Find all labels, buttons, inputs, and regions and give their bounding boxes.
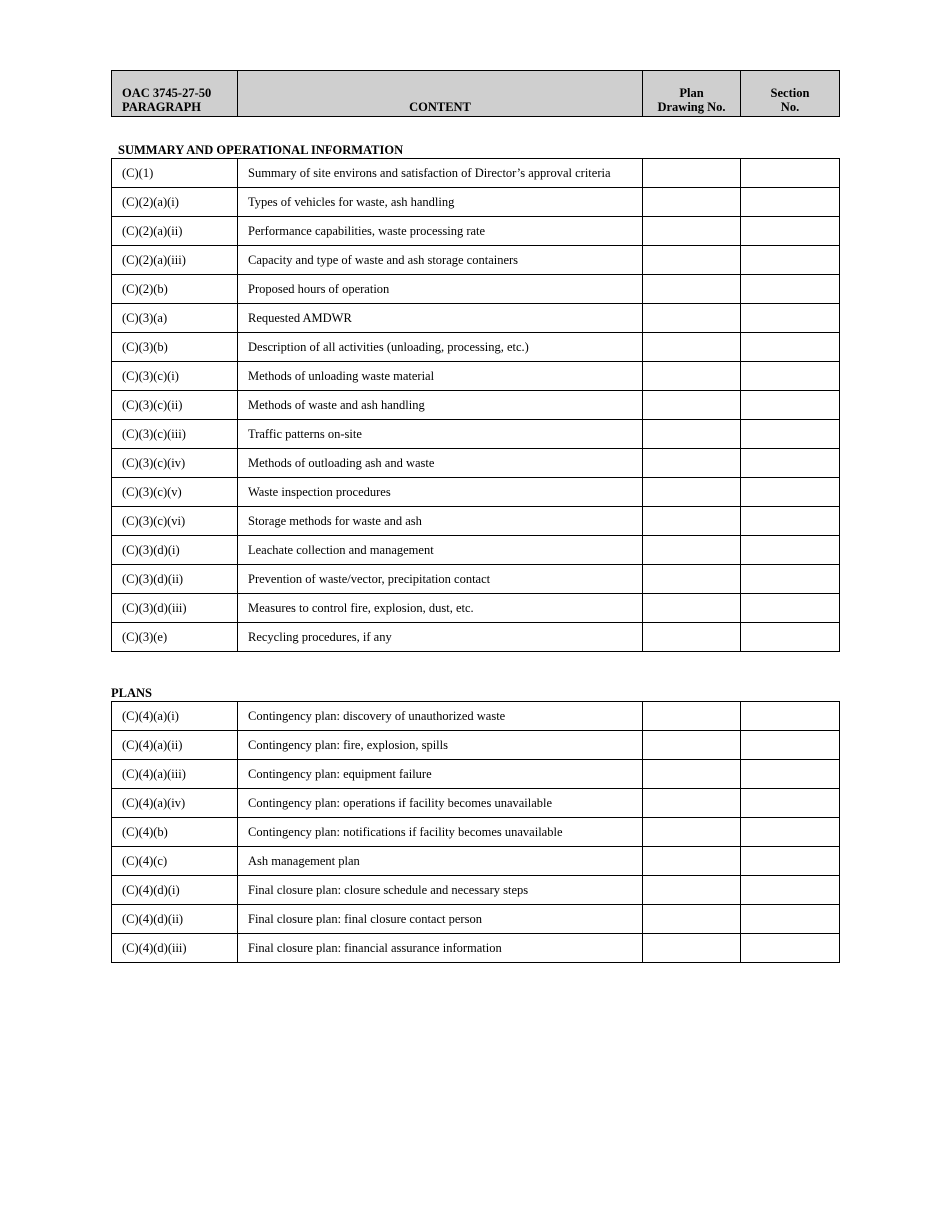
section-number-cell[interactable] <box>741 362 840 391</box>
plan-drawing-cell[interactable] <box>643 449 741 478</box>
header-section-line1: Section <box>770 86 810 100</box>
paragraph-cell: (C)(3)(e) <box>112 623 238 652</box>
section-number-cell[interactable] <box>741 391 840 420</box>
table-row <box>112 789 840 818</box>
header-paragraph-line2: PARAGRAPH <box>122 100 201 114</box>
section-number-cell[interactable] <box>741 478 840 507</box>
plan-drawing-cell[interactable] <box>643 818 741 847</box>
header-paragraph-line1: OAC 3745-27-50 <box>122 86 212 100</box>
table-row <box>112 333 840 362</box>
header-table <box>111 70 840 117</box>
section-number-cell[interactable] <box>741 304 840 333</box>
paragraph-cell: (C)(3)(c)(iii) <box>112 420 238 449</box>
paragraph-cell: (C)(4)(a)(ii) <box>112 731 238 760</box>
paragraph-cell: (C)(4)(a)(iv) <box>112 789 238 818</box>
section-number-cell[interactable] <box>741 217 840 246</box>
paragraph-cell: (C)(3)(c)(ii) <box>112 391 238 420</box>
content-cell: Prevention of waste/vector, precipitation contact <box>238 565 643 594</box>
header-content-label: CONTENT <box>409 100 471 114</box>
section-number-cell[interactable] <box>741 449 840 478</box>
content-cell: Methods of waste and ash handling <box>238 391 643 420</box>
table-row <box>112 246 840 275</box>
content-cell: Traffic patterns on-site <box>238 420 643 449</box>
table-row <box>112 565 840 594</box>
section-number-cell[interactable] <box>741 847 840 876</box>
table-row <box>112 934 840 963</box>
plan-drawing-cell[interactable] <box>643 934 741 963</box>
header-paragraph-cell <box>112 71 238 117</box>
paragraph-cell: (C)(2)(a)(ii) <box>112 217 238 246</box>
section-number-cell[interactable] <box>741 420 840 449</box>
content-cell: Contingency plan: discovery of unauthorized waste <box>238 702 643 731</box>
table-row <box>112 478 840 507</box>
plan-drawing-cell[interactable] <box>643 876 741 905</box>
plan-drawing-cell[interactable] <box>643 362 741 391</box>
plan-drawing-cell[interactable] <box>643 159 741 188</box>
section-number-cell[interactable] <box>741 731 840 760</box>
table-row <box>112 536 840 565</box>
header-plan-line1: Plan <box>679 86 704 100</box>
content-cell: Types of vehicles for waste, ash handling <box>238 188 643 217</box>
plan-drawing-cell[interactable] <box>643 702 741 731</box>
plan-drawing-cell[interactable] <box>643 760 741 789</box>
content-cell: Requested AMDWR <box>238 304 643 333</box>
plan-drawing-cell[interactable] <box>643 847 741 876</box>
table-row <box>112 391 840 420</box>
summary-table <box>111 158 840 652</box>
table-row <box>112 905 840 934</box>
content-cell: Waste inspection procedures <box>238 478 643 507</box>
table-row <box>112 362 840 391</box>
content-cell: Contingency plan: fire, explosion, spills <box>238 731 643 760</box>
paragraph-cell: (C)(3)(c)(i) <box>112 362 238 391</box>
table-row <box>112 702 840 731</box>
table-row <box>112 304 840 333</box>
content-cell: Ash management plan <box>238 847 643 876</box>
plans-table-body <box>112 702 840 963</box>
header-plan-line2: Drawing No. <box>657 100 726 114</box>
plan-drawing-cell[interactable] <box>643 420 741 449</box>
paragraph-cell: (C)(4)(d)(ii) <box>112 905 238 934</box>
summary-section-title: SUMMARY AND OPERATIONAL INFORMATION <box>118 143 404 157</box>
paragraph-cell: (C)(4)(a)(iii) <box>112 760 238 789</box>
content-cell: Leachate collection and management <box>238 536 643 565</box>
header-plan-cell <box>643 71 741 117</box>
paragraph-cell: (C)(3)(b) <box>112 333 238 362</box>
plan-drawing-cell[interactable] <box>643 731 741 760</box>
section-number-cell[interactable] <box>741 702 840 731</box>
content-cell: Proposed hours of operation <box>238 275 643 304</box>
paragraph-cell: (C)(3)(d)(ii) <box>112 565 238 594</box>
paragraph-cell: (C)(2)(a)(i) <box>112 188 238 217</box>
table-row <box>112 876 840 905</box>
table-row <box>112 623 840 652</box>
plan-drawing-cell[interactable] <box>643 478 741 507</box>
content-cell: Final closure plan: closure schedule and necessary steps <box>238 876 643 905</box>
table-row <box>112 760 840 789</box>
table-row <box>112 449 840 478</box>
content-cell: Methods of unloading waste material <box>238 362 643 391</box>
plan-drawing-cell[interactable] <box>643 188 741 217</box>
plan-drawing-cell[interactable] <box>643 333 741 362</box>
paragraph-cell: (C)(4)(d)(iii) <box>112 934 238 963</box>
paragraph-cell: (C)(3)(d)(iii) <box>112 594 238 623</box>
plans-table <box>111 701 840 963</box>
table-row <box>112 275 840 304</box>
paragraph-cell: (C)(2)(b) <box>112 275 238 304</box>
section-number-cell[interactable] <box>741 565 840 594</box>
content-cell: Recycling procedures, if any <box>238 623 643 652</box>
paragraph-cell: (C)(2)(a)(iii) <box>112 246 238 275</box>
plan-drawing-cell[interactable] <box>643 594 741 623</box>
content-cell: Summary of site environs and satisfaction of Director’s approval criteria <box>238 159 643 188</box>
table-row <box>112 731 840 760</box>
table-row <box>112 159 840 188</box>
plan-drawing-cell[interactable] <box>643 623 741 652</box>
section-number-cell[interactable] <box>741 536 840 565</box>
section-number-cell[interactable] <box>741 876 840 905</box>
section-number-cell[interactable] <box>741 275 840 304</box>
plan-drawing-cell[interactable] <box>643 275 741 304</box>
content-cell: Final closure plan: financial assurance information <box>238 934 643 963</box>
plan-drawing-cell[interactable] <box>643 246 741 275</box>
content-cell: Final closure plan: final closure contact person <box>238 905 643 934</box>
content-cell: Contingency plan: equipment failure <box>238 760 643 789</box>
table-row <box>112 420 840 449</box>
section-number-cell[interactable] <box>741 507 840 536</box>
section-number-cell[interactable] <box>741 188 840 217</box>
paragraph-cell: (C)(3)(c)(v) <box>112 478 238 507</box>
paragraph-cell: (C)(4)(a)(i) <box>112 702 238 731</box>
paragraph-cell: (C)(4)(c) <box>112 847 238 876</box>
section-number-cell[interactable] <box>741 818 840 847</box>
plan-drawing-cell[interactable] <box>643 304 741 333</box>
plan-drawing-cell[interactable] <box>643 217 741 246</box>
plan-drawing-cell[interactable] <box>643 789 741 818</box>
paragraph-cell: (C)(3)(a) <box>112 304 238 333</box>
plan-drawing-cell[interactable] <box>643 391 741 420</box>
header-content-cell <box>238 71 643 117</box>
content-cell: Performance capabilities, waste processing rate <box>238 217 643 246</box>
table-row <box>112 188 840 217</box>
content-cell: Storage methods for waste and ash <box>238 507 643 536</box>
table-row <box>112 507 840 536</box>
section-number-cell[interactable] <box>741 789 840 818</box>
table-row <box>112 847 840 876</box>
paragraph-cell: (C)(4)(b) <box>112 818 238 847</box>
section-number-cell[interactable] <box>741 623 840 652</box>
table-row <box>112 594 840 623</box>
header-section-line2: No. <box>780 100 800 114</box>
content-cell: Contingency plan: notifications if facility becomes unavailable <box>238 818 643 847</box>
section-number-cell[interactable] <box>741 333 840 362</box>
content-cell: Description of all activities (unloading, processing, etc.) <box>238 333 643 362</box>
plan-drawing-cell[interactable] <box>643 536 741 565</box>
content-cell: Contingency plan: operations if facility becomes unavailable <box>238 789 643 818</box>
paragraph-cell: (C)(3)(c)(vi) <box>112 507 238 536</box>
section-number-cell[interactable] <box>741 594 840 623</box>
paragraph-cell: (C)(4)(d)(i) <box>112 876 238 905</box>
content-cell: Measures to control fire, explosion, dust, etc. <box>238 594 643 623</box>
paragraph-cell: (C)(3)(c)(iv) <box>112 449 238 478</box>
content-cell: Methods of outloading ash and waste <box>238 449 643 478</box>
table-row <box>112 818 840 847</box>
header-row <box>112 71 840 117</box>
plan-drawing-cell[interactable] <box>643 565 741 594</box>
section-number-cell[interactable] <box>741 934 840 963</box>
summary-table-body <box>112 159 840 652</box>
paragraph-cell: (C)(3)(d)(i) <box>112 536 238 565</box>
section-number-cell[interactable] <box>741 159 840 188</box>
section-number-cell[interactable] <box>741 246 840 275</box>
plan-drawing-cell[interactable] <box>643 507 741 536</box>
plan-drawing-cell[interactable] <box>643 905 741 934</box>
plans-section-title: PLANS <box>111 686 152 700</box>
content-cell: Capacity and type of waste and ash storage containers <box>238 246 643 275</box>
section-number-cell[interactable] <box>741 905 840 934</box>
paragraph-cell: (C)(1) <box>112 159 238 188</box>
header-section-cell <box>741 71 840 117</box>
table-row <box>112 217 840 246</box>
section-number-cell[interactable] <box>741 760 840 789</box>
